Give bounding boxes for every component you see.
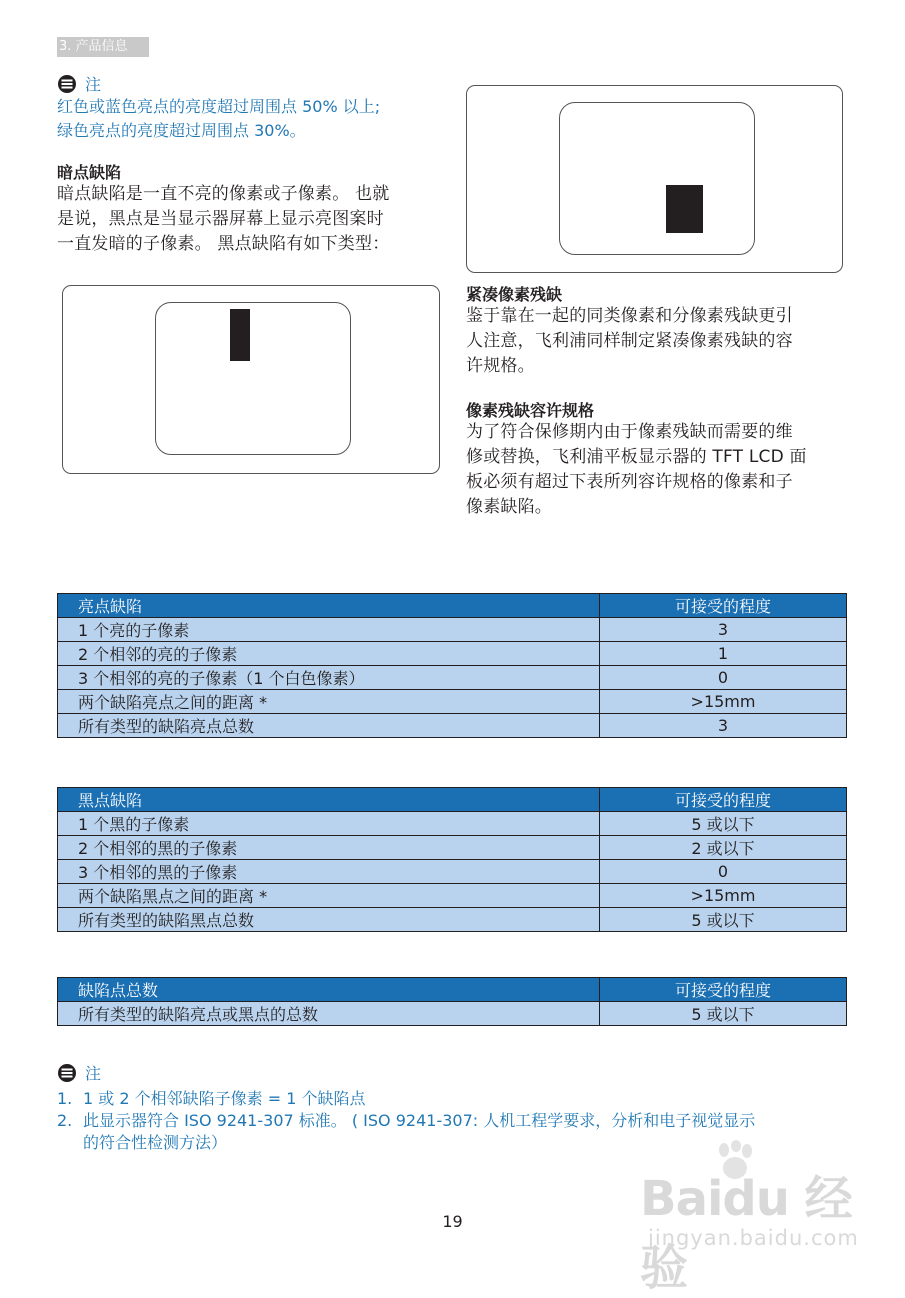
column-header: 亮点缺陷 [58, 594, 600, 618]
watermark-url: jingyan.baidu.com [648, 1226, 859, 1250]
list-text: 1 或 2 个相邻缺陷子像素 = 1 个缺陷点 [83, 1089, 366, 1108]
table-cell: >15mm [600, 690, 847, 714]
text-line: 是说，黑点是当显示器屏幕上显示亮图案时 [57, 209, 384, 229]
column-header: 可接受的程度 [600, 788, 847, 812]
table-header-row [58, 978, 847, 1002]
text-line: 板必须有超过下表所列容许规格的像素和子 [466, 472, 793, 492]
list-number: 1. [57, 1089, 73, 1108]
table-cell: 5 或以下 [600, 1002, 847, 1026]
table-row [58, 908, 847, 932]
table-cell: 3 [600, 618, 847, 642]
dark-subpixel-figure [62, 285, 440, 474]
table-row [58, 1002, 847, 1026]
bright-defect-table [57, 593, 847, 738]
pixel-frame [559, 102, 755, 255]
close-defect-heading: 紧凑像素残缺 [466, 285, 563, 304]
table-cell: 2 个相邻的亮的子像素 [58, 642, 600, 666]
close-defect-text [466, 304, 793, 379]
note-heading [57, 72, 101, 95]
column-header: 缺陷点总数 [58, 978, 600, 1002]
table-row [58, 690, 847, 714]
table-cell: 所有类型的缺陷黑点总数 [58, 908, 600, 932]
table-row [58, 642, 847, 666]
table-cell: 5 或以下 [600, 908, 847, 932]
note-title: 注 [85, 75, 102, 94]
close-defect-figure [466, 85, 843, 273]
table-cell: 2 或以下 [600, 836, 847, 860]
note-icon [57, 74, 77, 94]
note-body [57, 95, 380, 143]
text-line: 一直发暗的子像素。 黑点缺陷有如下类型： [57, 234, 390, 254]
table-cell: 所有类型的缺陷亮点或黑点的总数 [58, 1002, 600, 1026]
list-number: 2. [57, 1111, 73, 1130]
note-icon [57, 1063, 77, 1083]
column-header: 黑点缺陷 [58, 788, 600, 812]
table-cell: 0 [600, 666, 847, 690]
table-row [58, 714, 847, 738]
text-line: 许规格。 [466, 356, 535, 376]
tolerance-heading: 像素残缺容许规格 [466, 401, 595, 420]
note-title: 注 [85, 1064, 102, 1083]
table-cell: 3 个相邻的黑的子像素 [58, 860, 600, 884]
table-cell: 0 [600, 860, 847, 884]
table-cell: 所有类型的缺陷亮点总数 [58, 714, 600, 738]
table-cell: 2 个相邻的黑的子像素 [58, 836, 600, 860]
dark-defect-heading: 暗点缺陷 [57, 163, 122, 182]
text-line: 修或替换，飞利浦平板显示器的 TFT LCD 面 [466, 447, 807, 467]
table-row [58, 618, 847, 642]
table-cell: >15mm [600, 884, 847, 908]
list-item [57, 1088, 755, 1110]
table-row [58, 860, 847, 884]
column-header: 可接受的程度 [600, 978, 847, 1002]
table-cell: 1 个黑的子像素 [58, 812, 600, 836]
text-line: 像素缺陷。 [466, 497, 552, 517]
table-cell: 两个缺陷黑点之间的距离 * [58, 884, 600, 908]
table-cell: 5 或以下 [600, 812, 847, 836]
table-cell: 3 个相邻的亮的子像素（1 个白色像素） [58, 666, 600, 690]
list-text: 的符合性检测方法） [83, 1133, 228, 1152]
pixel-frame [155, 302, 351, 455]
text-line: 为了符合保修期内由于像素残缺而需要的维 [466, 422, 793, 442]
section-label: 3. 产品信息 [57, 37, 149, 57]
note-heading [57, 1061, 101, 1084]
list-text: 此显示器符合 ISO 9241-307 标准。 ( ISO 9241-307: 人机工程学要求，分析和电子视觉显示 [83, 1111, 756, 1130]
baidu-watermark [620, 1140, 890, 1296]
table-cell: 1 个亮的子像素 [58, 618, 600, 642]
tolerance-text [466, 420, 807, 520]
table-row [58, 884, 847, 908]
watermark-logo: Baidu 经验 [640, 1171, 852, 1296]
table-cell: 1 [600, 642, 847, 666]
column-header: 可接受的程度 [600, 594, 847, 618]
table-cell: 两个缺陷亮点之间的距离 * [58, 690, 600, 714]
total-defect-table [57, 977, 847, 1026]
dark-defect-text [57, 182, 389, 257]
table-row [58, 836, 847, 860]
text-line: 人注意，飞利浦同样制定紧凑像素残缺的容 [466, 331, 793, 351]
table-row [58, 812, 847, 836]
dark-pixel-block [666, 185, 703, 233]
note-line: 红色或蓝色亮点的亮度超过周围点 50% 以上; [57, 97, 381, 116]
page-number: 19 [442, 1212, 463, 1231]
black-defect-table [57, 787, 847, 932]
table-header-row [58, 788, 847, 812]
dark-subpixel [230, 309, 250, 361]
table-row [58, 666, 847, 690]
note-line: 绿色亮点的亮度超过周围点 30%。 [57, 121, 306, 140]
text-line: 鉴于靠在一起的同类像素和分像素残缺更引 [466, 306, 793, 326]
text-line: 暗点缺陷是一直不亮的像素或子像素。 也就 [57, 184, 390, 204]
table-cell: 3 [600, 714, 847, 738]
table-header-row [58, 594, 847, 618]
